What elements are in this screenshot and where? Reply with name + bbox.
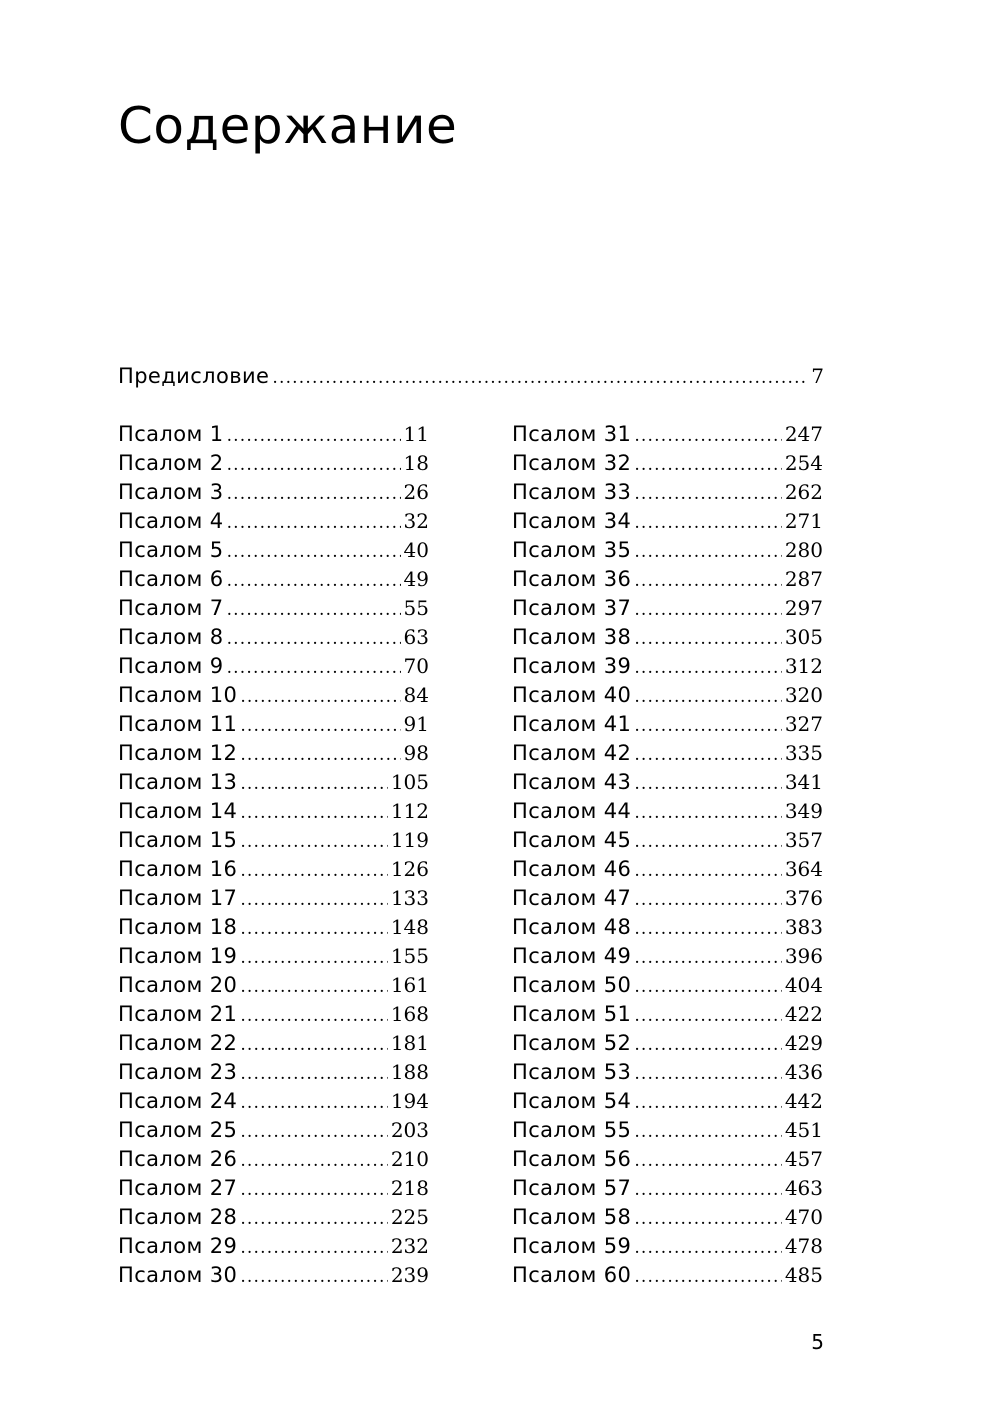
toc-entry-label: Псалом 24: [118, 1089, 238, 1113]
toc-entry[interactable]: [118, 710, 429, 739]
toc-entry-page: 63: [403, 625, 429, 649]
toc-entry-page: 148: [390, 915, 429, 939]
toc-entry-page: 91: [403, 712, 429, 736]
toc-entry-label: Псалом 40: [512, 683, 632, 707]
toc-entry-label: Псалом 30: [118, 1263, 238, 1287]
toc-entry-label: Псалом 3: [118, 480, 224, 504]
toc-entry[interactable]: [118, 1145, 429, 1174]
toc-entry-page: 225: [390, 1205, 429, 1229]
toc-entry-page: 254: [784, 451, 823, 475]
dot-leader: [240, 683, 400, 712]
toc-entry-page: 247: [784, 422, 823, 446]
toc-entry-page: 133: [390, 886, 429, 910]
dot-leader: [634, 509, 781, 538]
toc-column-left: [118, 420, 429, 1290]
dot-leader: [634, 567, 781, 596]
toc-entry-page: 335: [784, 741, 823, 765]
page-title: Содержание: [118, 97, 458, 155]
dot-leader: [634, 799, 781, 828]
dot-leader: [240, 886, 387, 915]
toc-entry-page: 11: [403, 422, 429, 446]
dot-leader: [634, 712, 781, 741]
toc-entry-label: Псалом 43: [512, 770, 632, 794]
dot-leader: [240, 741, 400, 770]
toc-entry[interactable]: [118, 565, 429, 594]
toc-entry-label: Псалом 4: [118, 509, 224, 533]
toc-entry-page: 98: [403, 741, 429, 765]
toc-entry-label: Псалом 38: [512, 625, 632, 649]
toc-entry-label: Псалом 42: [512, 741, 632, 765]
dot-leader: [634, 1234, 781, 1263]
page-number: 5: [811, 1330, 824, 1354]
toc-entry-page: 463: [784, 1176, 823, 1200]
toc-entry[interactable]: [512, 739, 823, 768]
dot-leader: [227, 422, 401, 451]
dot-leader: [634, 1205, 781, 1234]
toc-entry-page: 119: [390, 828, 429, 852]
dot-leader: [227, 596, 401, 625]
toc-entry-label: Псалом 9: [118, 654, 224, 678]
toc-entry-label: Псалом 14: [118, 799, 238, 823]
toc-entry[interactable]: [512, 971, 823, 1000]
toc-entry-label: Псалом 31: [512, 422, 632, 446]
dot-leader: [240, 799, 387, 828]
dot-leader: [240, 857, 387, 886]
toc-entry-page: 126: [390, 857, 429, 881]
toc-entry[interactable]: [118, 855, 429, 884]
dot-leader: [240, 944, 387, 973]
dot-leader: [634, 596, 781, 625]
dot-leader: [227, 567, 401, 596]
toc-entry[interactable]: [512, 1116, 823, 1145]
toc-entry-page: 32: [403, 509, 429, 533]
toc-entry[interactable]: [512, 478, 823, 507]
toc-entry-page: 210: [390, 1147, 429, 1171]
toc-entry-page: 297: [784, 596, 823, 620]
dot-leader: [227, 654, 401, 683]
toc-entry-page: 161: [390, 973, 429, 997]
toc-entry[interactable]: [118, 1232, 429, 1261]
toc-entry-page: 451: [784, 1118, 823, 1142]
toc-entry-label: Псалом 53: [512, 1060, 632, 1084]
toc-entry[interactable]: [118, 797, 429, 826]
toc-entry-label: Псалом 29: [118, 1234, 238, 1258]
toc-entry-label: Псалом 22: [118, 1031, 238, 1055]
toc-entry-page: 55: [403, 596, 429, 620]
toc-entry-page: 40: [403, 538, 429, 562]
dot-leader: [240, 770, 387, 799]
dot-leader: [634, 1089, 781, 1118]
toc-entry[interactable]: [118, 971, 429, 1000]
toc-entry-label: Псалом 13: [118, 770, 238, 794]
dot-leader: [634, 451, 781, 480]
toc-entry[interactable]: [512, 1203, 823, 1232]
toc-entry-page: 320: [784, 683, 823, 707]
toc-entry-page: 168: [390, 1002, 429, 1026]
toc-entry[interactable]: [512, 1145, 823, 1174]
toc-entry-page: 271: [784, 509, 823, 533]
toc-entry-preface[interactable]: [118, 362, 824, 391]
dot-leader: [240, 973, 387, 1002]
toc-entry-page: 49: [403, 567, 429, 591]
dot-leader: [634, 480, 781, 509]
toc-entry-page: 194: [390, 1089, 429, 1113]
toc-entry[interactable]: [512, 942, 823, 971]
toc-entry[interactable]: [512, 1029, 823, 1058]
toc-entry[interactable]: [118, 420, 429, 449]
toc-entry-label: Псалом 49: [512, 944, 632, 968]
toc-entry-page: 312: [784, 654, 823, 678]
dot-leader: [634, 625, 781, 654]
toc-entry[interactable]: [512, 1261, 823, 1290]
toc-entry-page: 327: [784, 712, 823, 736]
toc-entry-label: Псалом 8: [118, 625, 224, 649]
toc-entry-label: Псалом 60: [512, 1263, 632, 1287]
toc-entry[interactable]: [118, 681, 429, 710]
toc-entry-label: Псалом 57: [512, 1176, 632, 1200]
toc-entry[interactable]: [118, 594, 429, 623]
toc-entry[interactable]: [512, 536, 823, 565]
toc-entry-page: 105: [390, 770, 429, 794]
toc-entry[interactable]: [118, 768, 429, 797]
toc-column-right: [512, 420, 823, 1290]
toc-entry-page: 218: [390, 1176, 429, 1200]
dot-leader: [240, 1031, 387, 1060]
dot-leader: [240, 915, 387, 944]
dot-leader: [634, 422, 781, 451]
toc-entry[interactable]: [512, 1174, 823, 1203]
dot-leader: [240, 1234, 387, 1263]
toc-entry[interactable]: [118, 942, 429, 971]
toc-entry-page: 203: [390, 1118, 429, 1142]
toc-entry-page: 84: [403, 683, 429, 707]
toc-entry-label: Псалом 51: [512, 1002, 632, 1026]
dot-leader: [240, 1263, 387, 1292]
toc-entry[interactable]: [512, 449, 823, 478]
toc-entry[interactable]: [512, 507, 823, 536]
toc-entry-label: Псалом 23: [118, 1060, 238, 1084]
toc-entry-label: Псалом 11: [118, 712, 238, 736]
dot-leader: [227, 509, 401, 538]
toc-entry-label: Псалом 28: [118, 1205, 238, 1229]
dot-leader: [240, 1147, 387, 1176]
toc-entry-page: 485: [784, 1263, 823, 1287]
toc-entry[interactable]: [118, 1087, 429, 1116]
toc-entry-page: 429: [784, 1031, 823, 1055]
toc-entry-label: Псалом 50: [512, 973, 632, 997]
toc-entry[interactable]: [512, 855, 823, 884]
toc-entry-label: Псалом 46: [512, 857, 632, 881]
toc-entry-label: Псалом 20: [118, 973, 238, 997]
toc-entry[interactable]: [512, 623, 823, 652]
toc-entry-label: Псалом 21: [118, 1002, 238, 1026]
dot-leader: [227, 625, 401, 654]
toc-entry-page: 478: [784, 1234, 823, 1258]
toc-entry[interactable]: [118, 536, 429, 565]
dot-leader: [634, 1002, 781, 1031]
toc-entry-label: Псалом 52: [512, 1031, 632, 1055]
toc-entry-label: Псалом 10: [118, 683, 238, 707]
toc-entry-page: 232: [390, 1234, 429, 1258]
toc-entry-page: 349: [784, 799, 823, 823]
toc-entry-label: Псалом 59: [512, 1234, 632, 1258]
toc-entry[interactable]: [512, 681, 823, 710]
toc-entry[interactable]: [512, 884, 823, 913]
toc-entry-page: 155: [390, 944, 429, 968]
dot-leader: [634, 1263, 781, 1292]
toc-entry-page: 181: [390, 1031, 429, 1055]
dot-leader: [227, 480, 401, 509]
toc-entry-page: 188: [390, 1060, 429, 1084]
toc-entry-page: 376: [784, 886, 823, 910]
toc-entry-label: Псалом 34: [512, 509, 632, 533]
toc-entry[interactable]: [512, 1087, 823, 1116]
dot-leader: [240, 828, 387, 857]
toc-entry-label: Псалом 35: [512, 538, 632, 562]
toc-entry[interactable]: [512, 826, 823, 855]
dot-leader: [634, 944, 781, 973]
dot-leader: [240, 1205, 387, 1234]
toc-entry-page: 383: [784, 915, 823, 939]
toc-entry-label: Псалом 25: [118, 1118, 238, 1142]
toc-entry[interactable]: [512, 565, 823, 594]
toc-entry-page: 70: [403, 654, 429, 678]
toc-entry-label: Псалом 45: [512, 828, 632, 852]
dot-leader: [634, 1060, 781, 1089]
toc-entry[interactable]: [118, 1058, 429, 1087]
toc-entry-label: Псалом 55: [512, 1118, 632, 1142]
toc-entry-page: 341: [784, 770, 823, 794]
dot-leader: [634, 683, 781, 712]
dot-leader: [240, 1176, 387, 1205]
toc-entry[interactable]: [512, 913, 823, 942]
toc-entry-label: Псалом 15: [118, 828, 238, 852]
dot-leader: [240, 712, 400, 741]
toc-entry-page: 18: [403, 451, 429, 475]
toc-entry[interactable]: [118, 1029, 429, 1058]
toc-entry-label: Псалом 2: [118, 451, 224, 475]
toc-entry-label: Псалом 58: [512, 1205, 632, 1229]
toc-entry[interactable]: [118, 507, 429, 536]
dot-leader: [634, 538, 781, 567]
toc-entry-page: 280: [784, 538, 823, 562]
toc-entry-label: Псалом 19: [118, 944, 238, 968]
toc-entry-label: Псалом 41: [512, 712, 632, 736]
toc-entry-label: Псалом 17: [118, 886, 238, 910]
toc-entry[interactable]: [512, 1058, 823, 1087]
toc-entry[interactable]: [118, 739, 429, 768]
dot-leader: [634, 1118, 781, 1147]
toc-entry[interactable]: [118, 623, 429, 652]
toc-entry-page: 364: [784, 857, 823, 881]
toc-entry-label: Псалом 5: [118, 538, 224, 562]
toc-entry-page: 470: [784, 1205, 823, 1229]
dot-leader: [634, 741, 781, 770]
dot-leader: [240, 1089, 387, 1118]
toc-entry-page: 422: [784, 1002, 823, 1026]
toc-entry-label: Псалом 27: [118, 1176, 238, 1200]
toc-entry-label: Псалом 36: [512, 567, 632, 591]
dot-leader: [240, 1060, 387, 1089]
toc-entry-page: 7: [811, 364, 824, 388]
toc-entry-page: 305: [784, 625, 823, 649]
dot-leader: [634, 857, 781, 886]
toc-entry-label: Псалом 44: [512, 799, 632, 823]
toc-entry-label: Псалом 48: [512, 915, 632, 939]
toc-entry-label: Псалом 33: [512, 480, 632, 504]
toc-entry-page: 442: [784, 1089, 823, 1113]
dot-leader: [634, 973, 781, 1002]
toc-entry-label: Псалом 47: [512, 886, 632, 910]
toc-entry-label: Псалом 12: [118, 741, 238, 765]
toc-entry-page: 287: [784, 567, 823, 591]
toc-entry-label: Предисловие: [118, 364, 270, 388]
toc-entry-label: Псалом 54: [512, 1089, 632, 1113]
toc-entry-label: Псалом 1: [118, 422, 224, 446]
toc-entry[interactable]: [118, 913, 429, 942]
dot-leader: [227, 538, 401, 567]
toc-entry[interactable]: [512, 652, 823, 681]
toc-entry[interactable]: [118, 1116, 429, 1145]
toc-entry-page: 239: [390, 1263, 429, 1287]
toc-entry-page: 112: [390, 799, 429, 823]
toc-entry[interactable]: [118, 478, 429, 507]
toc-entry-page: 26: [403, 480, 429, 504]
dot-leader: [227, 451, 401, 480]
dot-leader: [634, 828, 781, 857]
dot-leader: [634, 770, 781, 799]
dot-leader: [634, 1176, 781, 1205]
toc-entry-label: Псалом 56: [512, 1147, 632, 1171]
toc-entry-label: Псалом 16: [118, 857, 238, 881]
toc-entry[interactable]: [118, 1174, 429, 1203]
toc-entry[interactable]: [512, 768, 823, 797]
toc-entry[interactable]: [118, 1261, 429, 1290]
toc-entry-label: Псалом 39: [512, 654, 632, 678]
toc-entry-label: Псалом 37: [512, 596, 632, 620]
toc-entry[interactable]: [118, 1203, 429, 1232]
toc-entry-page: 396: [784, 944, 823, 968]
toc-entry[interactable]: [512, 797, 823, 826]
dot-leader: [634, 1031, 781, 1060]
toc-entry-page: 262: [784, 480, 823, 504]
toc-entry-label: Псалом 26: [118, 1147, 238, 1171]
toc-entry[interactable]: [118, 884, 429, 913]
toc-entry[interactable]: [512, 1000, 823, 1029]
dot-leader: [272, 364, 808, 393]
dot-leader: [634, 1147, 781, 1176]
toc-entry-label: Псалом 18: [118, 915, 238, 939]
dot-leader: [634, 886, 781, 915]
toc-entry[interactable]: [512, 1232, 823, 1261]
toc-entry[interactable]: [118, 1000, 429, 1029]
dot-leader: [240, 1002, 387, 1031]
toc-entry[interactable]: [512, 420, 823, 449]
toc-entry-label: Псалом 6: [118, 567, 224, 591]
toc-entry-page: 436: [784, 1060, 823, 1084]
toc-entry[interactable]: [118, 449, 429, 478]
dot-leader: [634, 915, 781, 944]
toc-entry[interactable]: [512, 710, 823, 739]
toc-entry-label: Псалом 32: [512, 451, 632, 475]
toc-entry-page: 457: [784, 1147, 823, 1171]
dot-leader: [240, 1118, 387, 1147]
toc-entry[interactable]: [512, 594, 823, 623]
toc-entry[interactable]: [118, 652, 429, 681]
dot-leader: [634, 654, 781, 683]
toc-entry-label: Псалом 7: [118, 596, 224, 620]
toc-entry-page: 357: [784, 828, 823, 852]
toc-entry-page: 404: [784, 973, 823, 997]
toc-entry[interactable]: [118, 826, 429, 855]
